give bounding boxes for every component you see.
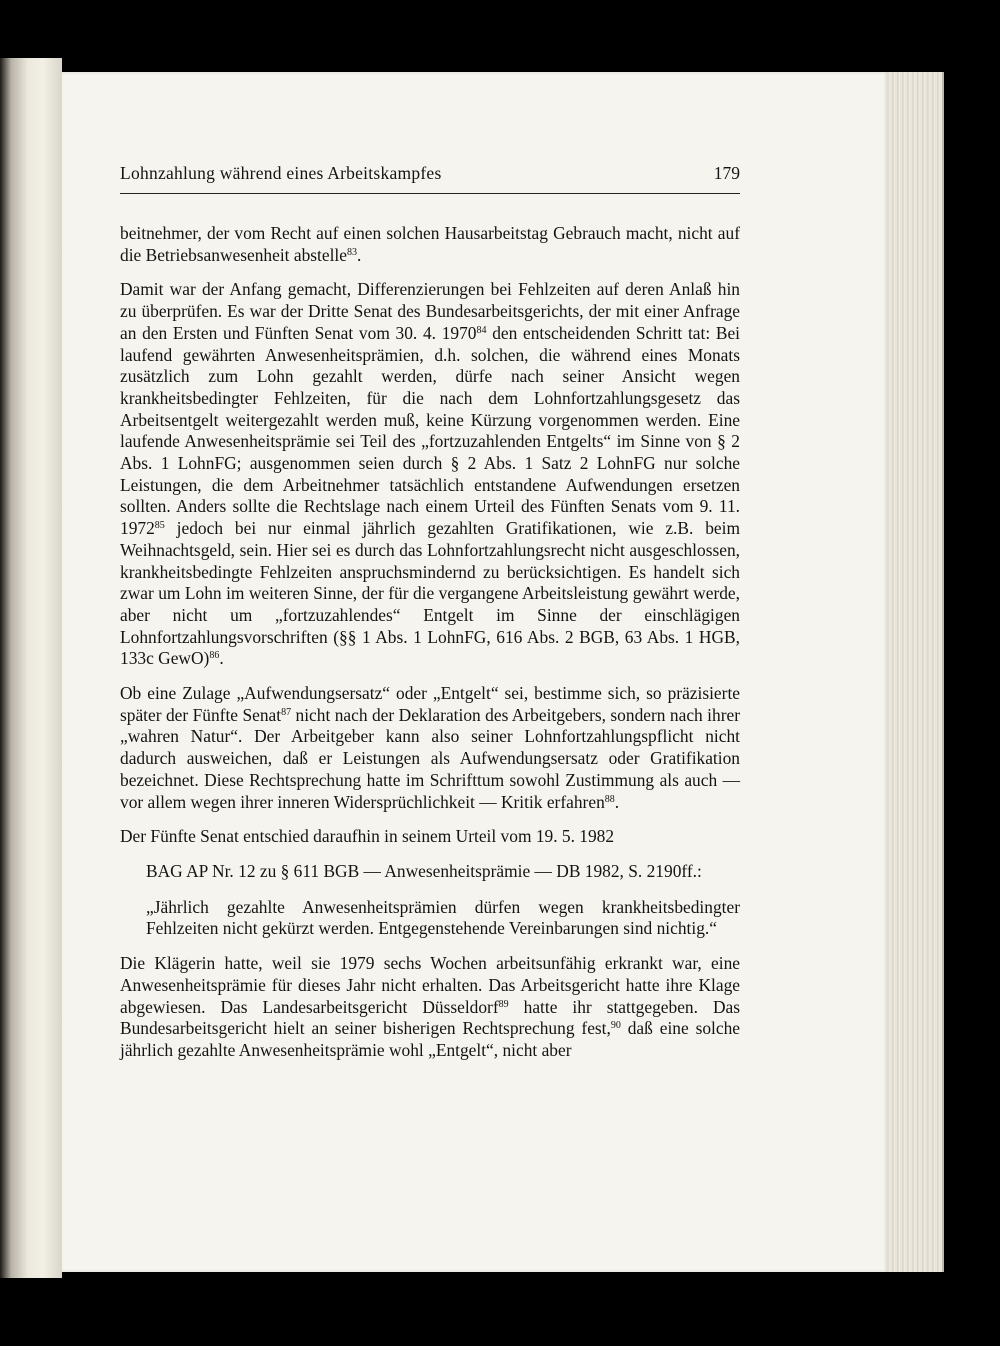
body-text: [120, 223, 740, 1062]
footnote-ref: 84: [476, 324, 487, 336]
footnote-ref: 83: [346, 246, 357, 258]
page-edges: [880, 72, 944, 1272]
footnote-ref: 89: [498, 998, 509, 1010]
quoted-holding: „Jährlich gezahlte Anwesenheitsprämien dürfen wegen krankheitsbedingter Fehlzeiten nicht gekürzt werden. Entgegenstehende Vereinbarungen sind nichtig.“: [146, 896, 740, 939]
running-title: Lohnzahlung während eines Arbeitskampfes: [120, 163, 442, 183]
paragraph-3: Ob eine Zulage „Aufwendungsersatz“ oder „Entgelt“ sei, bestimme sich, so präzisierte später der Fünfte Senat$^{87}$ nicht nach der Deklaration des Arbeitgebers, sondern nach ihrer „wahren Natur“. Der Arbeitgeber kann also seiner Lohnfortzahlungspflicht nicht dadurch ausweichen, daß er Leistungen als Aufwendungsersatz oder Gratifikation bezeichnet. Diese Rechtsprechung hatte im Schrifttum sowohl Zustimmung als auch — vor allem wegen ihrer inneren Widersprüchlichkeit — Kritik erfahren$^{88}$.: [120, 683, 740, 812]
footnote-ref: 86: [209, 650, 220, 662]
footnote-ref: 87: [281, 706, 292, 718]
footnote-ref: 85: [154, 520, 165, 532]
citation-block: BAG AP Nr. 12 zu § 611 BGB — Anwesenheitsprämie — DB 1982, S. 2190ff.:: [146, 860, 702, 881]
page-number: 179: [713, 163, 740, 183]
header-rule: [120, 193, 740, 194]
paragraph-2: Damit war der Anfang gemacht, Differenzierungen bei Fehlzeiten auf deren Anlaß hin zu überprüfen. Es war der Dritte Senat des Bundesarbeitsgerichts, der mit einer Anfrage an den Ersten und Fünften Senat vom 30. 4. 1970$^{84}$ den entscheidenden Schritt tat: Bei laufend gewährten Anwesenheitsprämien, d.h. solchen, die während eines Monats zusätzlich zum Lohn gezahlt werden, dürfe nach seiner Ansicht wegen krankheitsbedingter Fehlzeiten, für die nach dem Lohnfortzahlungsgesetz das Arbeitsentgelt weitergezahlt werden muß, keine Kürzung vorgenommen werden. Eine laufende Anwesenheitsprämie sei Teil des „fortzuzahlenden Entgelts“ im Sinne von § 2 Abs. 1 LohnFG; ausgenommen seien durch § 2 Abs. 1 Satz 2 LohnFG nur solche Leistungen, die dem Arbeitnehmer tatsächlich entstandene Aufwendungen ersetzen sollten. Anders sollte die Rechtslage nach einem Urteil des Fünften Senats vom 9. 11. 1972$^{85}$ jedoch bei nur einmal jährlich gezahlten Gratifikationen, wie z.B. beim Weihnachtsgeld, sein. Hier sei es durch das Lohnfortzahlungsrecht nicht ausgeschlossen, krankheitsbedingte Fehlzeiten anspruchsmindernd zu berücksichtigen. Es handelt sich zwar um Lohn im weiteren Sinne, der für die vergangene Arbeitsleistung gewährt werde, aber nicht um „fortzuzahlendes“ Entgelt im Sinne der einschlägigen Lohnfortzahlungsvorschriften (§§ 1 Abs. 1 LohnFG, 616 Abs. 2 BGB, 63 Abs. 1 HGB, 133c GewO)$^{86}$.: [120, 279, 741, 669]
paragraph-1: beitnehmer, der vom Recht auf einen solchen Hausarbeitstag Gebrauch macht, nicht auf die Betriebsanwesenheit abstelle$^{83}$.: [120, 223, 740, 265]
paragraph-closing: Die Klägerin hatte, weil sie 1979 sechs Wochen arbeitsunfähig erkrankt war, eine Anwesenheitsprämie für dieses Jahr nicht erhalten. Das Arbeitsgericht hatte ihre Klage abgewiesen. Das Landesarbeitsgericht Düsseldorf$^{89}$ hatte ihr stattgegeben. Das Bundesarbeitsgericht hielt an seiner bisherigen Rechtsprechung fest,$^{90}$ daß eine solche jährlich gezahlte Anwesenheitsprämie wohl „Entgelt“, nicht aber: [120, 953, 740, 1060]
running-header: [120, 160, 740, 190]
book-spine: [0, 58, 62, 1278]
footnote-ref: 88: [604, 793, 615, 805]
paragraph-4: Der Fünfte Senat entschied daraufhin in seinem Urteil vom 19. 5. 1982: [120, 826, 615, 847]
footnote-ref: 90: [610, 1020, 621, 1032]
